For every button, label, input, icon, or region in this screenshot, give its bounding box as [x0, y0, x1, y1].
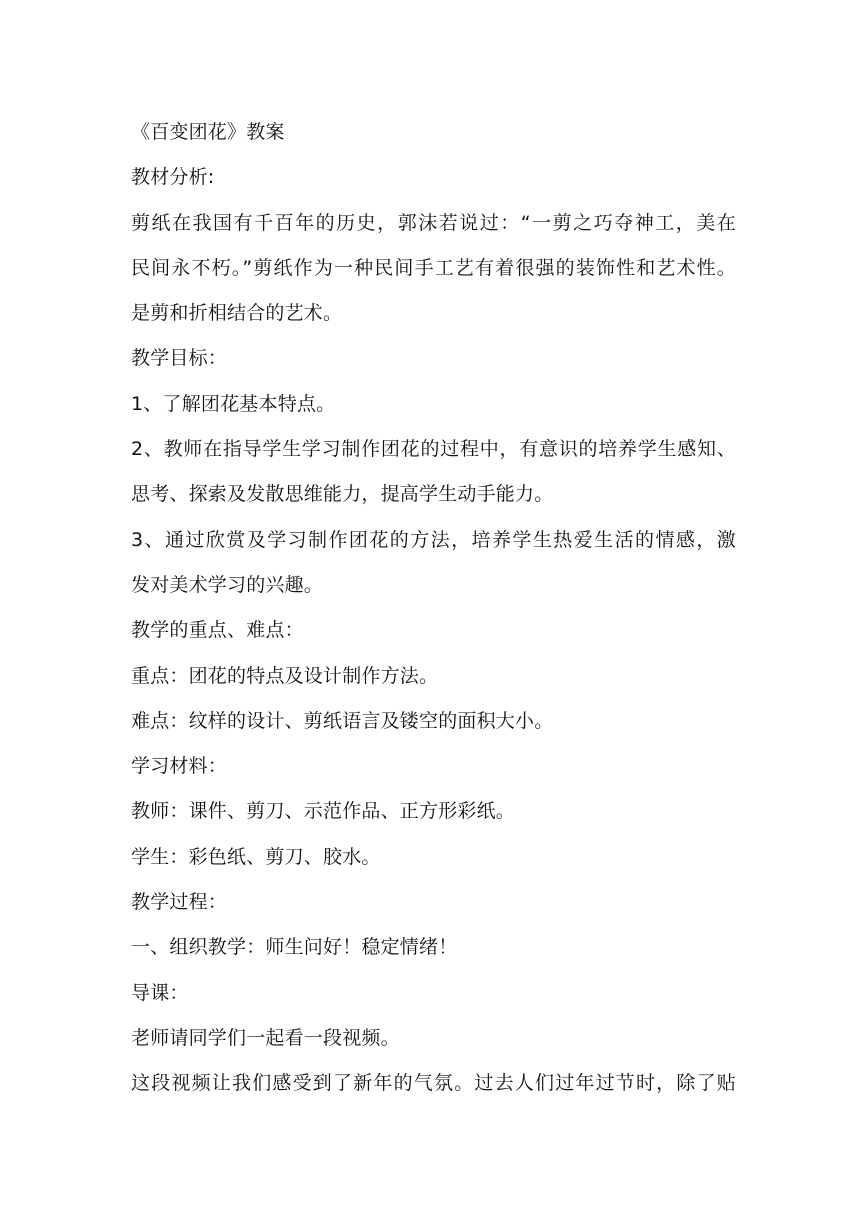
paragraph-line: 重点：团花的特点及设计制作方法。: [131, 664, 439, 687]
section-heading: 学习材料：: [131, 755, 228, 778]
paragraph-line: 老师请同学们一起看一段视频。: [131, 1026, 400, 1049]
list-item: 3、通过欣赏及学习制作团花的方法，培养学生热爱生活的情感，激: [131, 528, 736, 551]
list-item: 1、了解团花基本特点。: [131, 392, 336, 415]
section-heading: 教学过程：: [131, 891, 228, 914]
list-item: 2、教师在指导学生学习制作团花的过程中，有意识的培养学生感知、: [131, 438, 736, 461]
section-heading: 教学目标：: [131, 347, 228, 370]
paragraph-line: 学生：彩色纸、剪刀、胶水。: [131, 845, 381, 868]
section-heading: 教材分析:: [131, 166, 215, 189]
document-title: 《百变团花》教案: [131, 121, 285, 143]
paragraph-line: 是剪和折相结合的艺术。: [131, 302, 343, 325]
paragraph-line: 民间永不朽。”剪纸作为一种民间手工艺有着很强的装饰性和艺术性。: [131, 256, 736, 279]
paragraph-line: 一、组织教学：师生问好！稳定情绪！: [131, 936, 458, 959]
paragraph-line: 难点：纹样的设计、剪纸语言及镂空的面积大小。: [131, 709, 554, 732]
document-body: [131, 110, 736, 1107]
section-heading: 导课：: [131, 981, 189, 1004]
paragraph-line: 剪纸在我国有千百年的历史，郭沫若说过：“一剪之巧夺神工，美在: [131, 211, 736, 234]
paragraph-line: 这段视频让我们感受到了新年的气氛。过去人们过年过节时，除了贴: [131, 1072, 736, 1095]
section-heading: 教学的重点、难点：: [131, 619, 304, 642]
list-item-continuation: 思考、探索及发散思维能力，提高学生动手能力。: [131, 483, 554, 506]
list-item-continuation: 发对美术学习的兴趣。: [131, 573, 324, 596]
paragraph-line: 教师：课件、剪刀、示范作品、正方形彩纸。: [131, 800, 516, 823]
